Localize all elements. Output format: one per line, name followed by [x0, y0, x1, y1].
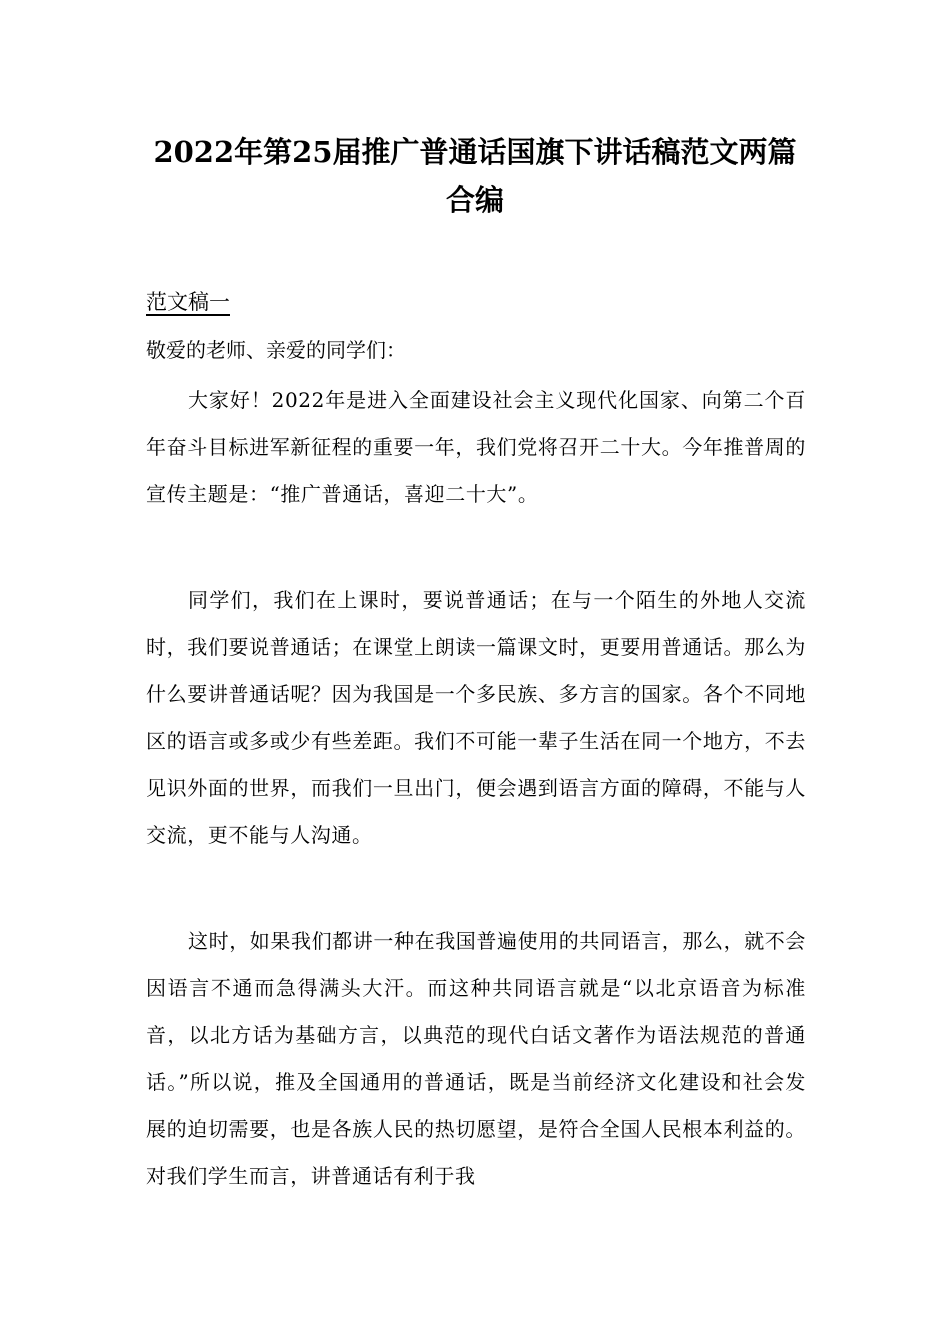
salutation: 敬爱的老师、亲爱的同学们：: [146, 338, 406, 362]
paragraph-3: 这时，如果我们都讲一种在我国普遍使用的共同语言，那么，就不会因语言不通而急得满头大汗。而这种共同语言就是“以北京语音为标准音，以北方话为基础方言，以典范的现代白话文著作为语法规范的普通话。”所以说，推及全国通用的普通话，既是当前经济文化建设和社会发展的迫切需要，也是各族人民的热切愿望，是符合全国人民根本利益的。对我们学生而言，讲普通话有利于我: [146, 929, 806, 1188]
paragraph-2: 同学们，我们在上课时，要说普通话；在与一个陌生的外地人交流时，我们要说普通话；在课堂上朗读一篇课文时，更要用普通话。那么为什么要讲普通话呢？因为我国是一个多民族、多方言的国家。各个不同地区的语言或多或少有些差距。我们不可能一辈子生活在同一个地方，不去见识外面的世界，而我们一旦出门，便会遇到语言方面的障碍，不能与人交流，更不能与人沟通。: [146, 588, 806, 847]
paragraph-1: 大家好！2022年是进入全面建设社会主义现代化国家、向第二个百年奋斗目标进军新征程的重要一年，我们党将召开二十大。今年推普周的宣传主题是：“推广普通话，喜迎二十大”。: [146, 388, 806, 506]
section-heading: 范文稿一: [146, 290, 230, 314]
document-title: 2022年第25届推广普通话国旗下讲话稿范文两篇合编: [153, 135, 797, 217]
